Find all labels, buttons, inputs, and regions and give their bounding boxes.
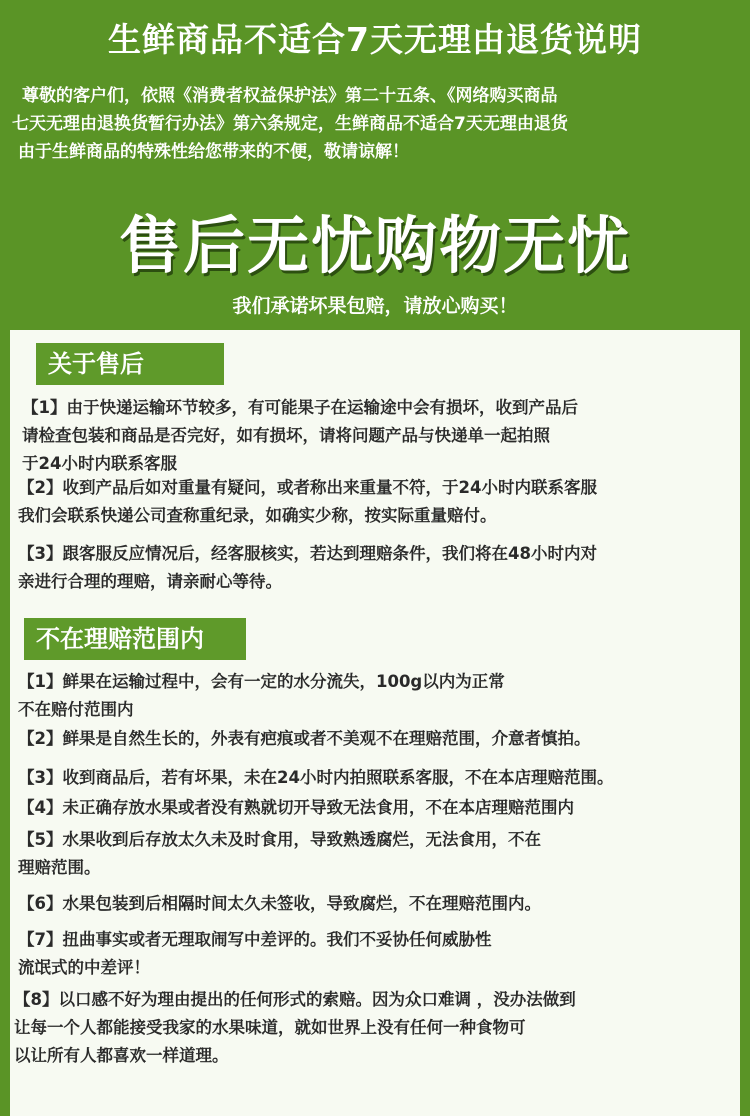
- item-line: 【6】水果包装到后相隔时间太久未签收，导致腐烂，不在理赔范围内。: [18, 894, 541, 913]
- promise-text: 我们承诺坏果包赔，请放心购买！: [232, 295, 518, 317]
- item-line: 我们会联系快递公司查称重纪录，如确实少称，按实际重量赔付。: [18, 506, 497, 525]
- not-covered-item: [18, 926, 748, 982]
- item-line: 【7】扭曲事实或者无理取闹写中差评的。我们不妥协任何威胁性: [18, 930, 492, 949]
- not-covered-tag: 不在理赔范围内: [24, 618, 246, 660]
- item-line: 流氓式的中差评！: [18, 958, 150, 977]
- item-line: 让每一个人都能接受我家的水果味道，就如世界上没有任何一种食物可: [14, 1018, 526, 1037]
- item-line: 【5】水果收到后存放太久未及时食用，导致熟透腐烂，无法食用，不在: [18, 830, 541, 849]
- after-sales-item: [18, 540, 748, 596]
- not-covered-item: [14, 986, 744, 1070]
- after-sales-item: [22, 394, 750, 478]
- after-sales-tag: 关于售后: [36, 343, 224, 385]
- item-line: 【3】收到商品后，若有坏果，未在24小时内拍照联系客服，不在本店理赔范围。: [18, 768, 614, 787]
- after-sales-item: [18, 474, 748, 530]
- notice-line: 由于生鲜商品的特殊性给您带来的不便，敬请谅解！: [18, 142, 409, 162]
- item-line: 【1】鲜果在运输过程中，会有一定的水分流失，100g以内为正常: [18, 672, 505, 691]
- notice-line: 尊敬的客户们，依照《消费者权益保护法》第二十五条、《网络购买商品: [22, 86, 558, 106]
- slogan-heading: 售后无忧购物无忧: [118, 209, 631, 282]
- item-line: 【3】跟客服反应情况后，经客服核实，若达到理赔条件，我们将在48小时内对: [18, 544, 597, 563]
- notice-line: 七天无理由退换货暂行办法》第六条规定，生鲜商品不适合7天无理由退货: [12, 114, 568, 134]
- notice-paragraph: [12, 82, 740, 166]
- policy-panel: [10, 330, 740, 1116]
- item-line: 【2】鲜果是自然生长的，外表有疤痕或者不美观不在理赔范围，介意者慎拍。: [18, 729, 591, 748]
- item-line: 【1】由于快递运输环节较多，有可能果子在运输途中会有损坏，收到产品后: [22, 398, 578, 417]
- not-covered-item: [18, 764, 748, 792]
- not-covered-item: [18, 890, 748, 918]
- item-line: 不在赔付范围内: [18, 700, 134, 719]
- not-covered-item: [18, 668, 748, 724]
- item-line: 理赔范围。: [18, 858, 101, 877]
- item-line: 【2】收到产品后如对重量有疑问，或者称出来重量不符，于24小时内联系客服: [18, 478, 597, 497]
- item-line: 亲进行合理的理赔，请亲耐心等待。: [18, 572, 282, 591]
- item-line: 以让所有人都喜欢一样道理。: [14, 1046, 229, 1065]
- item-line: 【8】以口感不好为理由提出的任何形式的索赔。因为众口难调 ，没办法做到: [14, 990, 576, 1009]
- item-line: 于24小时内联系客服: [22, 454, 177, 473]
- item-line: 请检查包装和商品是否完好，如有损坏，请将问题产品与快递单一起拍照: [22, 426, 550, 445]
- top-title: 生鲜商品不适合7天无理由退货说明: [108, 20, 642, 59]
- item-line: 【4】未正确存放水果或者没有熟就切开导致无法食用，不在本店理赔范围内: [18, 798, 574, 817]
- not-covered-item: [18, 725, 748, 753]
- not-covered-item: [18, 794, 748, 822]
- not-covered-item: [18, 826, 748, 882]
